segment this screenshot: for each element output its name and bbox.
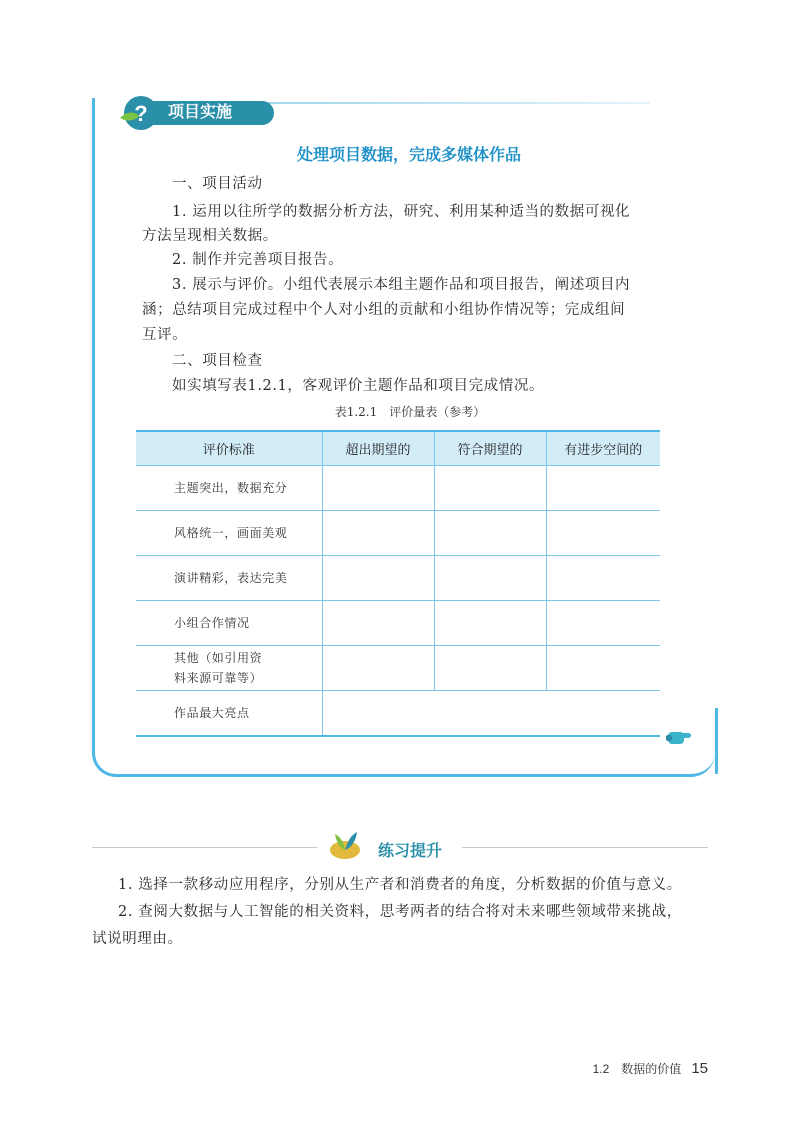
rating-cell[interactable]: [434, 646, 546, 691]
rating-cell[interactable]: [434, 556, 546, 601]
activity-line-5: 涵；总结项目完成过程中个人对小组的贡献和小组协作情况等；完成组间: [142, 302, 626, 318]
header-criteria: 评价标准: [136, 431, 322, 466]
header-exceeds: 超出期望的: [322, 431, 434, 466]
question-icon: [118, 94, 162, 132]
rating-cell[interactable]: [546, 646, 660, 691]
exercise-title: 练习提升: [378, 843, 443, 860]
check-text: 如实填写表1.2.1，客观评价主题作品和项目完成情况。: [172, 378, 545, 394]
section-title: 处理项目数据，完成多媒体作品: [296, 147, 521, 164]
rating-cell[interactable]: [434, 466, 546, 511]
exercise-rule-right: [462, 847, 708, 848]
table-row: [136, 511, 660, 556]
check-heading: 二、项目检查: [172, 353, 263, 369]
header-meets: 符合期望的: [434, 431, 546, 466]
table-row: [136, 556, 660, 601]
criteria-cell: 作品最大亮点: [136, 691, 322, 737]
project-badge: [118, 94, 276, 132]
badge-label: 项目实施: [148, 101, 274, 125]
criteria-cell: 小组合作情况: [136, 601, 322, 646]
criteria-cell: 其他（如引用资料来源可靠等）: [136, 646, 322, 691]
criteria-cell: 主题突出，数据充分: [136, 466, 322, 511]
activity-line-3: 2. 制作并完善项目报告。: [172, 252, 344, 268]
rating-cell[interactable]: [322, 601, 434, 646]
rating-cell[interactable]: [434, 601, 546, 646]
frame-right-edge: [715, 708, 718, 774]
footer-section: 1.2 数据的价值: [592, 1062, 682, 1076]
criteria-cell: 演讲精彩，表达完美: [136, 556, 322, 601]
criteria-cell: 风格统一，画面美观: [136, 511, 322, 556]
activity-line-2: 方法呈现相关数据。: [142, 228, 278, 244]
evaluation-table: [136, 430, 660, 737]
rating-cell[interactable]: [546, 556, 660, 601]
rating-cell[interactable]: [322, 646, 434, 691]
table-header-row: [136, 431, 660, 466]
activity-line-6: 互评。: [142, 327, 188, 343]
header-improve: 有进步空间的: [546, 431, 660, 466]
rating-cell[interactable]: [546, 601, 660, 646]
table-caption: 表1.2.1 评价量表（参考）: [334, 405, 486, 419]
activity-line-1: 1. 运用以往所学的数据分析方法，研究、利用某种适当的数据可视化: [172, 204, 631, 220]
rating-cell[interactable]: [322, 466, 434, 511]
rating-cell[interactable]: [322, 556, 434, 601]
highlight-cell[interactable]: [322, 691, 660, 737]
rating-cell[interactable]: [546, 511, 660, 556]
exercise-item-2: 2. 查阅大数据与人工智能的相关资料，思考两者的结合将对未来哪些领域带来挑战，: [118, 904, 682, 920]
page-footer: [593, 1060, 708, 1077]
table-row: [136, 466, 660, 511]
table-row: [136, 601, 660, 646]
page-number: 15: [691, 1060, 708, 1077]
exercise-rule-left: [92, 847, 317, 848]
table-row-highlight: [136, 691, 660, 737]
rating-cell[interactable]: [434, 511, 546, 556]
exercise-item-2-cont: 试说明理由。: [92, 931, 183, 947]
table-row: [136, 646, 660, 691]
header-rule: [260, 102, 650, 104]
activities-heading: 一、项目活动: [172, 176, 263, 192]
rating-cell[interactable]: [322, 511, 434, 556]
activity-line-4: 3. 展示与评价。小组代表展示本组主题作品和项目报告，阐述项目内: [172, 277, 631, 293]
pointing-hand-icon: [666, 727, 692, 747]
rating-cell[interactable]: [546, 466, 660, 511]
exercise-item-1: 1. 选择一款移动应用程序，分别从生产者和消费者的角度，分析数据的价值与意义。: [118, 877, 682, 893]
plant-icon: [327, 826, 363, 862]
svg-text:?: ?: [134, 101, 148, 126]
